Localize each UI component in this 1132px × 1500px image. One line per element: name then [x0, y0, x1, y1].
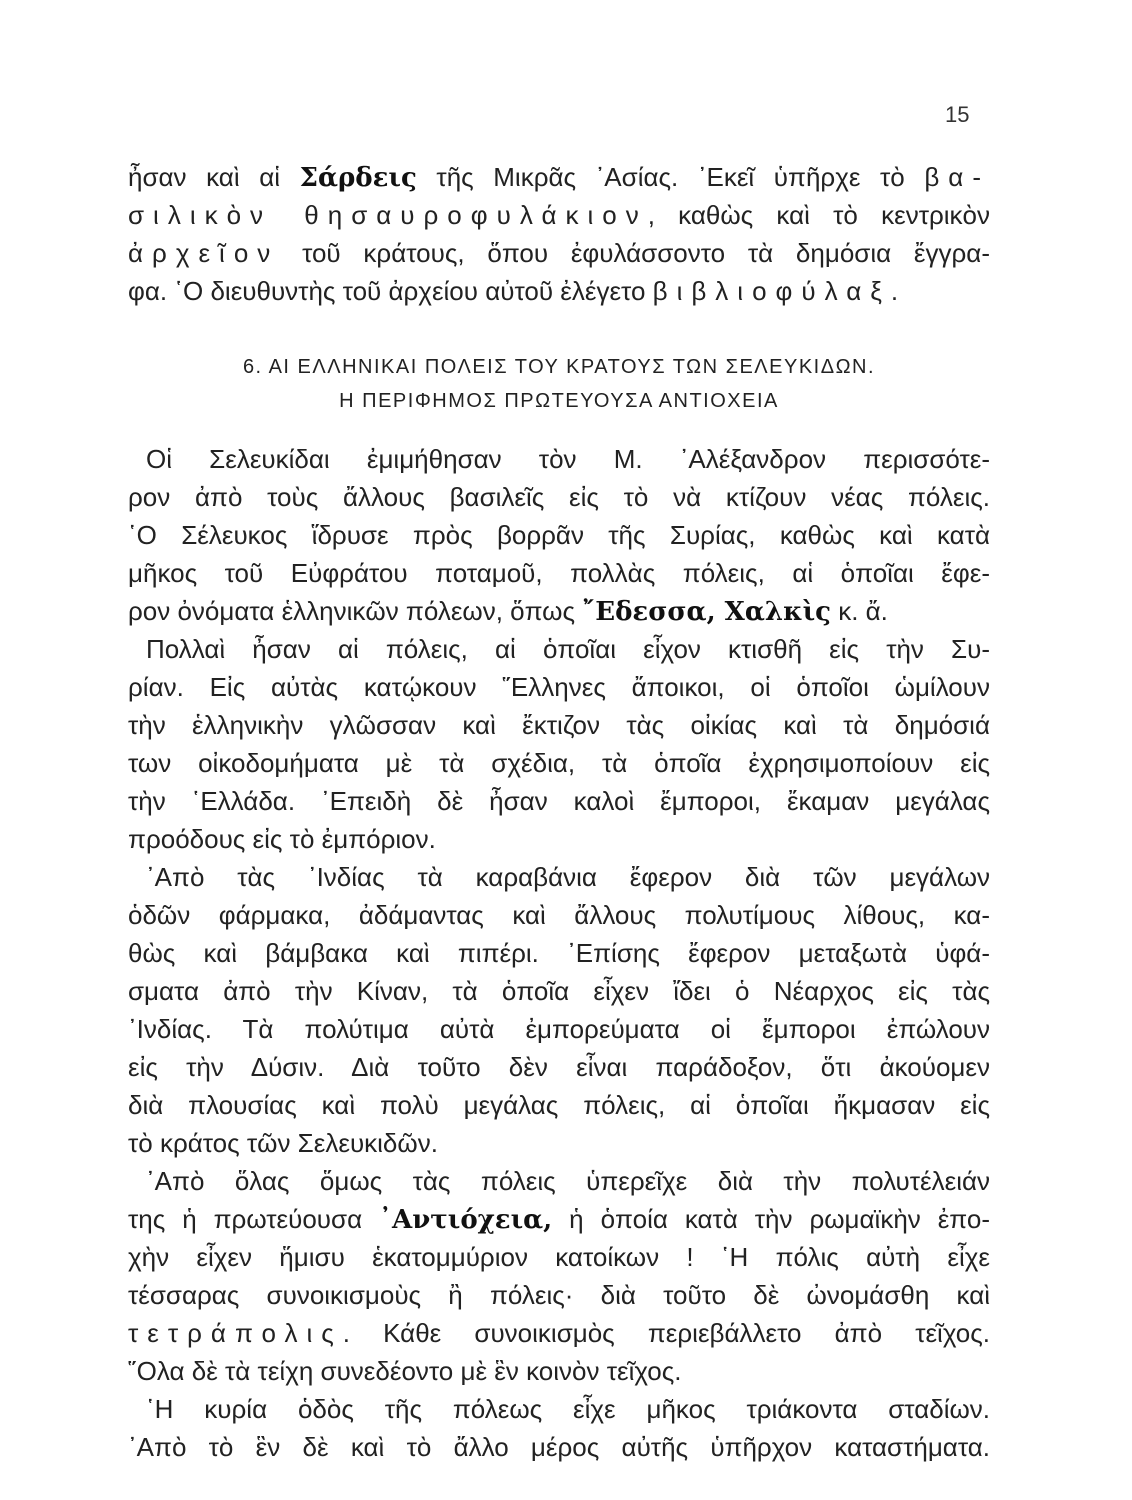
bold-place-name: Σάρδεις [299, 163, 417, 193]
spaced-term: βα- [924, 162, 990, 192]
text-line [128, 1352, 990, 1390]
text-line [128, 1276, 990, 1314]
text-run: ᾿Απὸ ὅλας ὅμως τὰς πόλεις ὑπερεῖχε διὰ τὴν πολυτέλειάν [146, 1166, 990, 1196]
bold-place-name: ᾿Αντιόχεια, [379, 1205, 553, 1235]
text-line [128, 234, 990, 272]
text-run: εἰς τὴν Δύσιν. Διὰ τοῦτο δὲν εἶναι παράδοξον, ὅτι ἀκούομεν [128, 1052, 990, 1082]
page-number: 15 [945, 102, 970, 127]
spaced-term: ἀρχεῖον [128, 238, 280, 268]
text-run: . Κάθε συνοικισμὸς περιεβάλλετο ἀπὸ τεῖχος. [342, 1318, 990, 1348]
text-line [128, 972, 990, 1010]
text-run: τὸ κράτος τῶν Σελευκιδῶν. [128, 1128, 438, 1158]
text-run: διὰ πλουσίας καὶ πολὺ μεγάλας πόλεις, αἱ ὁποῖαι ἤκμασαν εἰς [128, 1090, 990, 1120]
text-line [128, 820, 990, 858]
text-run: ρίαν. Εἰς αὐτὰς κατῴκουν ῞Ελληνες ἄποικοι, οἱ ὁποῖοι ὡμίλουν [128, 672, 990, 702]
text-line [128, 630, 990, 668]
section-heading-line-2: Η ΠΕΡΙΦΗΜΟΣ ΠΡΩΤΕΥΟΥΣΑ ΑΝΤΙΟΧΕΙΑ [339, 390, 779, 412]
text-run: φα. ῾Ο διευθυντὴς τοῦ ἀρχείου αὐτοῦ ἐλέγετο [128, 276, 653, 306]
text-run: ρον ὀνόματα ἑλληνικῶν πόλεων, ὅπως [128, 596, 583, 626]
text-run: τῆς Μικρᾶς ᾿Ασίας. ᾿Εκεῖ ὑπῆρχε τὸ [416, 162, 925, 192]
text-run: προόδους εἰς τὸ ἐμπόριον. [128, 824, 436, 854]
text-line [128, 934, 990, 972]
text-line [128, 1048, 990, 1086]
text-run: σματα ἀπὸ τὴν Κίναν, τὰ ὁποῖα εἶχεν ἴδει ὁ Νέαρχος εἰς τὰς [128, 976, 990, 1006]
spaced-term: βιβλιοφύλαξ [652, 276, 891, 306]
text-run: χὴν εἶχεν ἥμισυ ἑκατομμύριον κατοίκων ! ῾Η πόλις αὐτὴ εἶχε [128, 1242, 990, 1272]
text-line [128, 1238, 990, 1276]
text-line [128, 1428, 990, 1466]
text-run: θὼς καὶ βάμβακα καὶ πιπέρι. ᾿Επίσης ἔφερον μεταξωτὰ ὑφά- [128, 938, 990, 968]
text-run: τὴν ῾Ελλάδα. ᾿Επειδὴ δὲ ἦσαν καλοὶ ἔμποροι, ἔκαμαν μεγάλας [128, 786, 990, 816]
text-line [128, 1124, 990, 1162]
text-run: ᾿Ινδίας. Τὰ πολύτιμα αὐτὰ ἐμπορεύματα οἱ ἔμποροι ἐπώλουν [128, 1014, 990, 1044]
text-line [128, 858, 990, 896]
text-run: Πολλαὶ ἦσαν αἱ πόλεις, αἱ ὁποῖαι εἶχον κτισθῆ εἰς τὴν Συ- [146, 634, 990, 664]
text-run: ᾿Απὸ τὰς ᾿Ινδίας τὰ καραβάνια ἔφερον διὰ τῶν μεγάλων [146, 862, 990, 892]
text-run: ᾿Απὸ τὸ ἓν δὲ καὶ τὸ ἄλλο μέρος αὐτῆς ὑπῆρχον καταστήματα. [128, 1432, 990, 1462]
text-line [128, 1010, 990, 1048]
page-content [128, 158, 990, 1462]
text-line [128, 782, 990, 820]
text-line [128, 706, 990, 744]
text-line [128, 516, 990, 554]
text-run: κ. ἄ. [830, 596, 888, 626]
text-run: τὴν ἑλληνικὴν γλῶσσαν καὶ ἔκτιζον τὰς οἰκίας καὶ τὰ δημόσιά [128, 710, 990, 740]
text-run: ἡ ὁποία κατὰ τὴν ρωμαϊκὴν ἐπο- [552, 1204, 990, 1234]
text-line [128, 478, 990, 516]
text-line [128, 1390, 990, 1428]
text-line [128, 1162, 990, 1200]
text-run: της ἡ πρωτεύουσα [128, 1204, 380, 1234]
text-run: τοῦ κράτους, ὅπου ἐφυλάσσοντο τὰ δημόσια ἔγγρα- [279, 238, 990, 268]
text-line [128, 554, 990, 592]
text-run: ρον ἀπὸ τοὺς ἄλλους βασιλεῖς εἰς τὸ νὰ κτίζουν νέας πόλεις. [128, 482, 990, 512]
intro-paragraph [128, 158, 990, 310]
spaced-term: τετράπολις [128, 1318, 343, 1348]
spaced-term: σιλικὸν θησαυροφυλάκιον [128, 200, 648, 230]
text-line [128, 1200, 990, 1238]
text-run: ὁδῶν φάρμακα, ἀδάμαντας καὶ ἄλλους πολυτίμους λίθους, κα- [128, 900, 990, 930]
text-run: ῾Η κυρία ὁδὸς τῆς πόλεως εἶχε μῆκος τριάκοντα σταδίων. [146, 1394, 990, 1424]
text-run: μῆκος τοῦ Εὐφράτου ποταμοῦ, πολλὰς πόλεις, αἱ ὁποῖαι ἔφε- [128, 558, 990, 588]
text-line [128, 158, 990, 196]
text-run: ἦσαν καὶ αἱ [128, 162, 300, 192]
body-text [128, 440, 990, 1466]
text-run: τέσσαρας συνοικισμοὺς ἢ πόλεις· διὰ τοῦτο δὲ ὠνομάσθη καὶ [128, 1280, 990, 1310]
text-run: των οἰκοδομήματα μὲ τὰ σχέδια, τὰ ὁποῖα ἐχρησιμοποίουν εἰς [128, 748, 990, 778]
text-line [128, 440, 990, 478]
text-run: Οἱ Σελευκίδαι ἐμιμήθησαν τὸν Μ. ᾿Αλέξανδρον περισσότε- [146, 444, 990, 474]
text-line [128, 744, 990, 782]
text-line [128, 196, 990, 234]
text-run: ῾Ο Σέλευκος ἵδρυσε πρὸς βορρᾶν τῆς Συρίας, καθὼς καὶ κατὰ [128, 520, 990, 550]
text-line [128, 896, 990, 934]
section-heading-line-1: 6. ΑΙ ΕΛΛΗΝΙΚΑΙ ΠΟΛΕΙΣ ΤΟΥ ΚΡΑΤΟΥΣ ΤΩΝ ΣΕΛΕΥΚΙΔΩΝ. [242, 356, 876, 378]
text-run: , καθὼς καὶ τὸ κεντρικὸν [647, 200, 990, 230]
text-line [128, 592, 990, 630]
bold-place-name: ῎Εδεσσα, Χαλκὶς [582, 597, 831, 627]
text-line [128, 1086, 990, 1124]
text-run: . [890, 276, 899, 306]
text-line [128, 1314, 990, 1352]
text-line [128, 668, 990, 706]
text-line [128, 272, 990, 310]
text-run: ῞Ολα δὲ τὰ τείχη συνεδέοντο μὲ ἓν κοινὸν τεῖχος. [128, 1356, 682, 1386]
